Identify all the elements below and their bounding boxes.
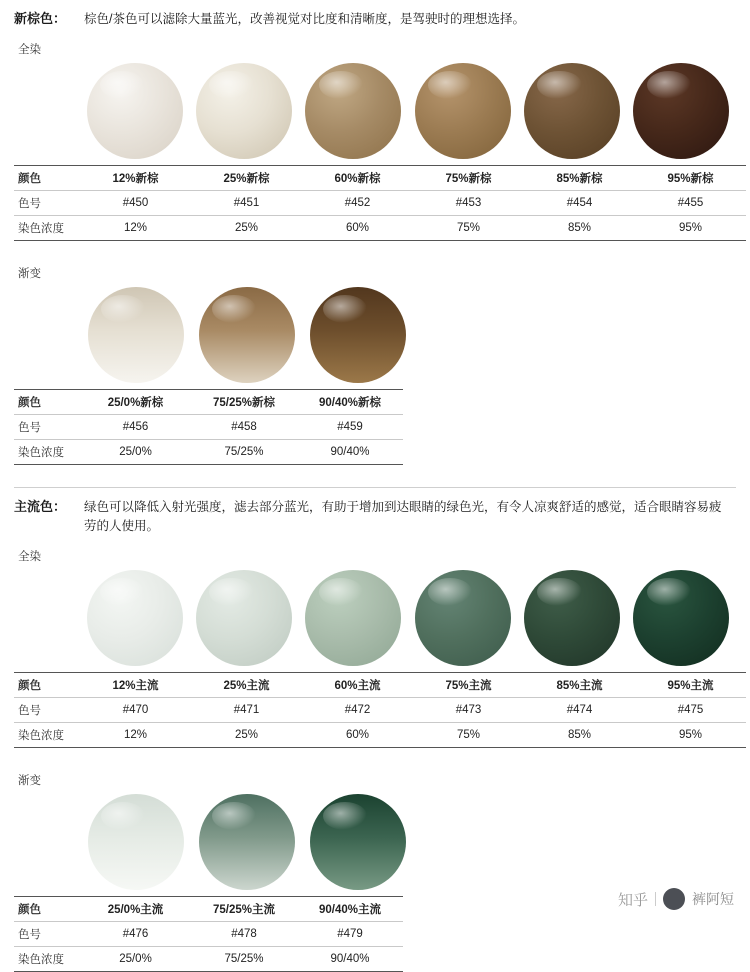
cell-density: 90/40% [297,947,403,972]
cell-code: #455 [635,191,746,216]
row-head-color: 颜色 [14,897,80,922]
lens-swatch [305,63,401,159]
cell-density: 85% [524,216,635,241]
cell-name: 60%主流 [302,673,413,698]
table-row [14,216,746,241]
row-head-code: 色号 [14,191,80,216]
lens-cell [189,568,298,668]
cell-density: 25% [191,723,302,748]
table-row [14,415,403,440]
lens-swatch [196,570,292,666]
cell-code: #473 [413,698,524,723]
cell-name: 25%新棕 [191,166,302,191]
lens-swatch [524,570,620,666]
table-row [14,897,403,922]
cell-name: 75/25%主流 [191,897,297,922]
cell-code: #475 [635,698,746,723]
cell-density: 25/0% [80,440,191,465]
cell-code: #456 [80,415,191,440]
row-head-code: 色号 [14,922,80,947]
lens-swatch [196,63,292,159]
section-green-intro [14,488,736,536]
cell-code: #471 [191,698,302,723]
lens-cell [80,792,191,892]
lens-swatch [87,63,183,159]
table-row [14,922,403,947]
cell-density: 25% [191,216,302,241]
watermark-footer [618,888,734,910]
cell-density: 85% [524,723,635,748]
cell-name: 12%新棕 [80,166,191,191]
cell-name: 60%新棕 [302,166,413,191]
brown-full-lens-row [80,61,736,161]
table-row [14,191,746,216]
lens-cell [299,568,408,668]
cell-code: #479 [297,922,403,947]
lens-cell [189,61,298,161]
cell-code: #470 [80,698,191,723]
lens-swatch [633,570,729,666]
cell-density: 25/0% [80,947,191,972]
green-full-label: 全染 [18,551,41,563]
cell-name: 12%主流 [80,673,191,698]
row-head-code: 色号 [14,698,80,723]
lens-swatch-gradient [88,287,184,383]
lens-swatch-gradient [310,287,406,383]
lens-cell [191,285,302,385]
lens-cell [302,285,413,385]
green-full-spec-table [14,672,746,748]
table-row [14,440,403,465]
lens-cell [191,792,302,892]
section-green-title: 主流色： [14,499,67,514]
zhihu-logo: 知乎 [617,891,648,909]
lens-swatch-gradient [310,794,406,890]
lens-swatch [415,63,511,159]
lens-cell [517,568,626,668]
row-head-density: 染色浓度 [14,947,80,972]
section-green-description: 绿色可以降低入射光强度，滤去部分蓝光，有助于增加到达眼睛的绿色光，有令人凉爽舒适的感觉，适合眼睛容易疲劳的人使用。 [84,500,722,533]
brown-gradient-lens-row [80,285,736,385]
lens-cell [627,568,736,668]
section-brown [0,0,750,465]
section-brown-description: 棕色/茶色可以滤除大量蓝光，改善视觉对比度和清晰度，是驾驶时的理想选择。 [84,12,525,26]
lens-swatch [633,63,729,159]
cell-name: 25/0%主流 [80,897,191,922]
lens-swatch [305,570,401,666]
table-row [14,947,403,972]
cell-code: #458 [191,415,297,440]
cell-density: 12% [80,216,191,241]
row-head-density: 染色浓度 [14,216,80,241]
cell-density: 95% [635,723,746,748]
cell-code: #450 [80,191,191,216]
table-row [14,723,746,748]
lens-swatch [524,63,620,159]
cell-code: #478 [191,922,297,947]
table-row [14,166,746,191]
row-head-density: 染色浓度 [14,440,80,465]
green-gradient-lens-row [80,792,736,892]
cell-density: 90/40% [297,440,403,465]
cell-density: 75/25% [191,440,297,465]
lens-cell [302,792,413,892]
lens-cell [627,61,736,161]
lens-swatch-gradient [199,794,295,890]
lens-cell [408,568,517,668]
watermark-separator [655,892,656,906]
lens-cell [80,61,189,161]
cell-density: 75% [413,723,524,748]
section-brown-title: 新棕色： [14,11,67,26]
cell-code: #454 [524,191,635,216]
table-row [14,673,746,698]
section-brown-intro [14,0,736,29]
lens-cell [299,61,408,161]
cell-code: #476 [80,922,191,947]
lens-swatch-gradient [199,287,295,383]
table-row [14,698,746,723]
cell-density: 60% [302,216,413,241]
cell-density: 60% [302,723,413,748]
cell-name: 75%新棕 [413,166,524,191]
lens-swatch [415,570,511,666]
cell-name: 90/40%主流 [297,897,403,922]
cell-code: #472 [302,698,413,723]
cell-density: 75% [413,216,524,241]
lens-swatch-gradient [88,794,184,890]
cell-density: 12% [80,723,191,748]
cell-name: 90/40%新棕 [297,390,403,415]
cell-code: #459 [297,415,403,440]
cell-name: 85%主流 [524,673,635,698]
table-row [14,390,403,415]
cell-density: 95% [635,216,746,241]
row-head-density: 染色浓度 [14,723,80,748]
green-full-lens-row [80,568,736,668]
cell-name: 25/0%新棕 [80,390,191,415]
cell-code: #451 [191,191,302,216]
cell-name: 25%主流 [191,673,302,698]
cell-name: 95%主流 [635,673,746,698]
lens-cell [408,61,517,161]
lens-cell [80,285,191,385]
lens-swatch [87,570,183,666]
row-head-color: 颜色 [14,166,80,191]
cell-name: 75/25%新棕 [191,390,297,415]
cell-code: #474 [524,698,635,723]
green-gradient-spec-table [14,896,403,972]
cell-name: 95%新棕 [635,166,746,191]
lens-cell [80,568,189,668]
cell-density: 75/25% [191,947,297,972]
row-head-color: 颜色 [14,673,80,698]
avatar [663,888,685,910]
watermark-username: 裤阿短 [692,891,734,907]
cell-code: #452 [302,191,413,216]
row-head-color: 颜色 [14,390,80,415]
cell-code: #453 [413,191,524,216]
brown-full-spec-table [14,165,746,241]
brown-gradient-label: 渐变 [18,268,41,280]
brown-gradient-spec-table [14,389,403,465]
cell-name: 85%新棕 [524,166,635,191]
lens-cell [517,61,626,161]
brown-full-label: 全染 [18,44,41,56]
cell-name: 75%主流 [413,673,524,698]
row-head-code: 色号 [14,415,80,440]
green-gradient-label: 渐变 [18,775,41,787]
